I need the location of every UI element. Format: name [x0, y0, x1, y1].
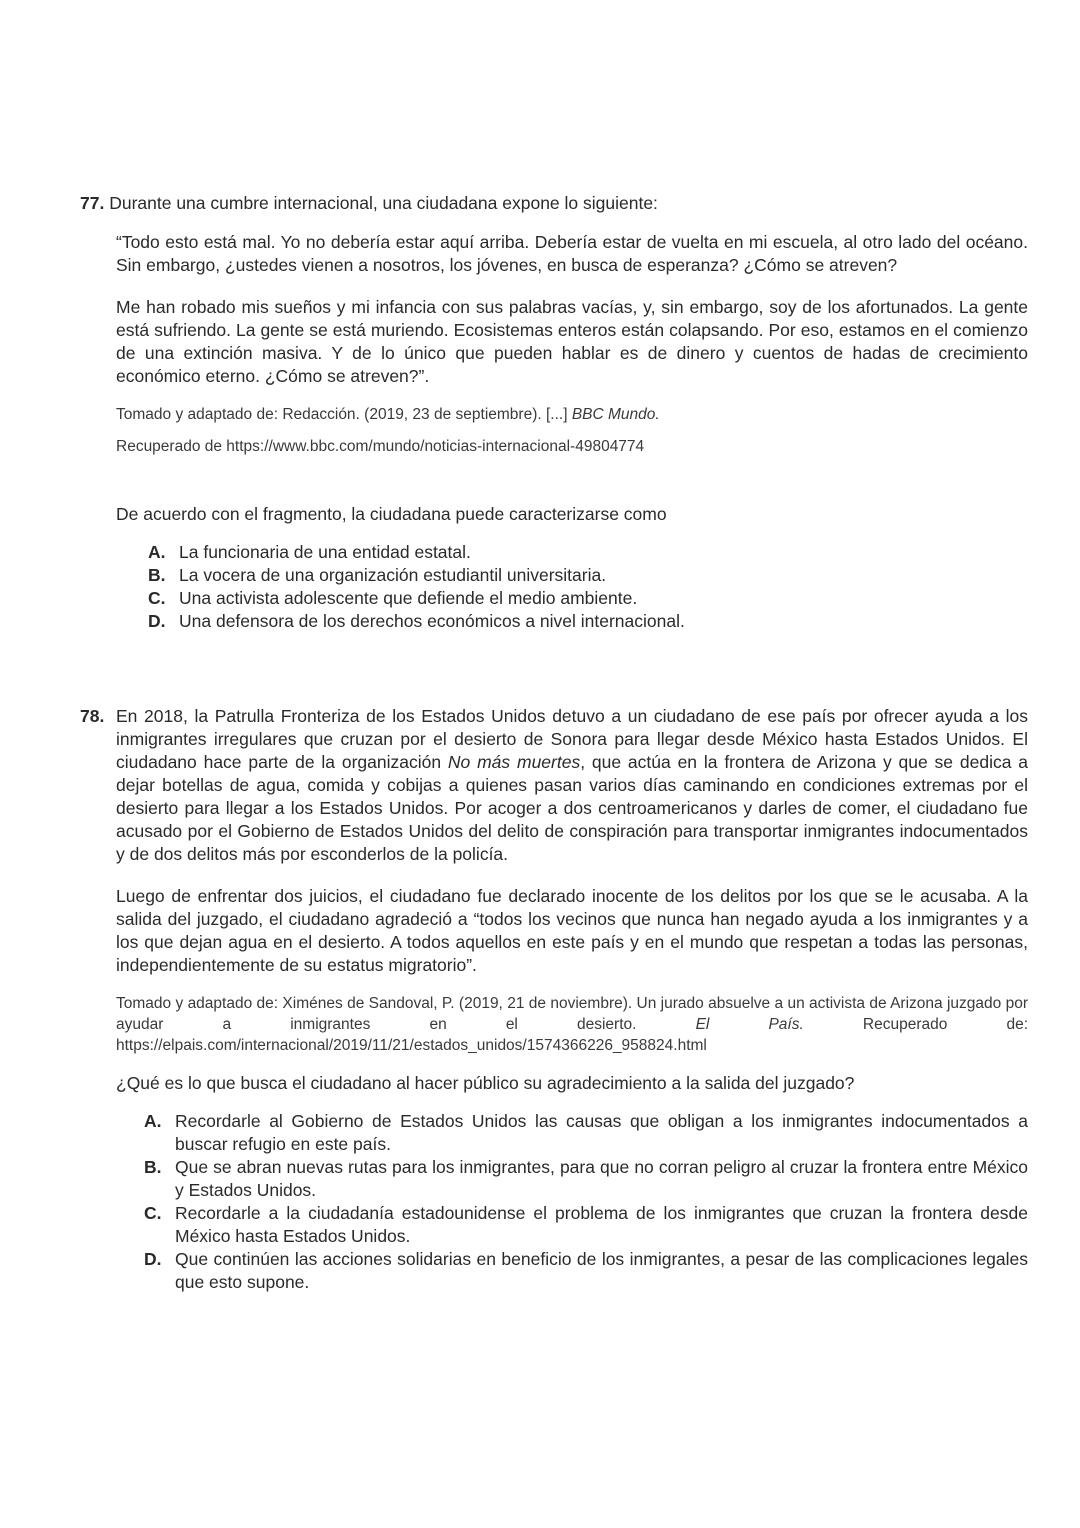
option-letter: B. [144, 1157, 162, 1177]
option-c[interactable] [144, 1202, 1028, 1248]
option-letter: D. [148, 611, 166, 631]
source-text: Tomado y adaptado de: Redacción. (2019, 23 de septiembre). [...] [116, 406, 572, 423]
option-a[interactable] [144, 1110, 1028, 1156]
source-url: Recuperado de: https://elpais.com/internacional/2019/11/21/estados_unidos/1574366226_958824.html [116, 1016, 1028, 1054]
option-letter: B. [148, 565, 166, 585]
option-d[interactable] [148, 610, 1028, 633]
question-78 [80, 705, 1028, 1294]
question-number: 78. [80, 706, 105, 726]
option-a[interactable] [148, 541, 1028, 564]
question-prompt: De acuerdo con el fragmento, la ciudadana puede caracterizarse como [116, 504, 667, 524]
source-url: Recuperado de https://www.bbc.com/mundo/noticias-internacional-49804774 [116, 438, 645, 455]
quote-paragraph-2: Me han robado mis sueños y mi infancia con sus palabras vacías, y, sin embargo, soy de los afortunados. La gente está sufriendo. La gente se está muriendo. Ecosistemas enteros están colapsando. Por eso, estamos en el comienzo de una extinción masiva. Y de lo único que pueden hablar es de dinero y cuentos de hadas de crecimiento económico eterno. ¿Cómo se atreven?”. [116, 297, 1028, 386]
option-text: Que se abran nuevas rutas para los inmigrantes, para que no corran peligro al cruzar la frontera entre México y Estados Unidos. [175, 1157, 1028, 1200]
question-78-intro [80, 705, 1028, 866]
option-text: Recordarle a la ciudadanía estadounidense el problema de los inmigrantes que cruzan la frontera desde México hasta Estados Unidos. [175, 1203, 1028, 1246]
organization-name: No más muertes [447, 752, 581, 772]
question-intro-text [116, 705, 1028, 866]
intro-text-part2: , que actúa en la frontera de Arizona y que se dedica a dejar botellas de agua, comida y cobijas a quienes pasan varios días caminando en condiciones extremas por el desierto para llegar a los Estados Unidos. Por acoger a dos centroamericanos y darles de comer, el ciudadano fue acusado por el Gobierno de Estados Unidos del delito de conspiración para transportar inmigrantes indocumentados y de dos delitos más por esconderlos de la policía. [116, 752, 1029, 864]
question-intro-text: Durante una cumbre internacional, una ciudadana expone lo siguiente: [109, 193, 658, 213]
source-publication: BBC Mundo. [571, 406, 660, 423]
quote-paragraph-1: “Todo esto está mal. Yo no debería estar aquí arriba. Debería estar de vuelta en mi escuela, al otro lado del océano. Sin embargo, ¿ustedes vienen a nosotros, los jóvenes, en busca de esperanza? ¿Cómo se atreven? [116, 232, 1028, 275]
option-d[interactable] [144, 1248, 1028, 1294]
option-letter: A. [144, 1111, 162, 1131]
option-letter: C. [144, 1203, 162, 1223]
answer-options [144, 1110, 1028, 1294]
option-letter: C. [148, 588, 166, 608]
context-paragraph: Luego de enfrentar dos juicios, el ciudadano fue declarado inocente de los delitos por los que se le acusaba. A la salida del juzgado, el ciudadano agradeció a “todos los vecinos que nunca han negado ayuda a los inmigrantes y a los que dejan agua en el desierto. A todos aquellos en este país y en el mundo que respetan a todas las personas, independientemente de su estatus migratorio”. [116, 886, 1028, 975]
option-b[interactable] [144, 1156, 1028, 1202]
intro-text-part1: En 2018, la Patrulla Fronteriza de los Estados Unidos detuvo a un ciudadano de ese país por ofrecer ayuda a los inmigrantes irregulares que cruzan por el desierto de Sonora para llegar desde México hasta Estados Unidos. El ciudadano hace parte de la organización [116, 706, 1028, 772]
option-letter: D. [144, 1249, 162, 1269]
question-number: 77. [80, 193, 105, 213]
question-77 [80, 192, 1028, 633]
option-text: Una activista adolescente que defiende el medio ambiente. [179, 588, 638, 608]
question-prompt: ¿Qué es lo que busca el ciudadano al hacer público su agradecimiento a la salida del juzgado? [116, 1073, 855, 1093]
option-text: La funcionaria de una entidad estatal. [179, 542, 471, 562]
source-citation [116, 993, 1028, 1056]
option-text: Que continúen las acciones solidarias en beneficio de los inmigrantes, a pesar de las complicaciones legales que esto supone. [175, 1249, 1028, 1292]
option-b[interactable] [148, 564, 1028, 587]
source-citation [116, 404, 1028, 425]
option-text: Una defensora de los derechos económicos a nivel internacional. [179, 611, 685, 631]
source-text: Tomado y adaptado de: Ximénes de Sandoval, P. (2019, 21 de noviembre). Un jurado absuelve a un activista de Arizona juzgado por ayudar a inmigrantes en el desierto. [116, 995, 1028, 1033]
option-letter: A. [148, 542, 166, 562]
option-c[interactable] [148, 587, 1028, 610]
answer-options [148, 541, 1028, 633]
option-text: La vocera de una organización estudiantil universitaria. [179, 565, 607, 585]
source-publication: El País. [695, 1016, 804, 1033]
option-text: Recordarle al Gobierno de Estados Unidos las causas que obligan a los inmigrantes indocumentados a buscar refugio en este país. [175, 1111, 1028, 1154]
question-77-intro [80, 192, 1028, 215]
